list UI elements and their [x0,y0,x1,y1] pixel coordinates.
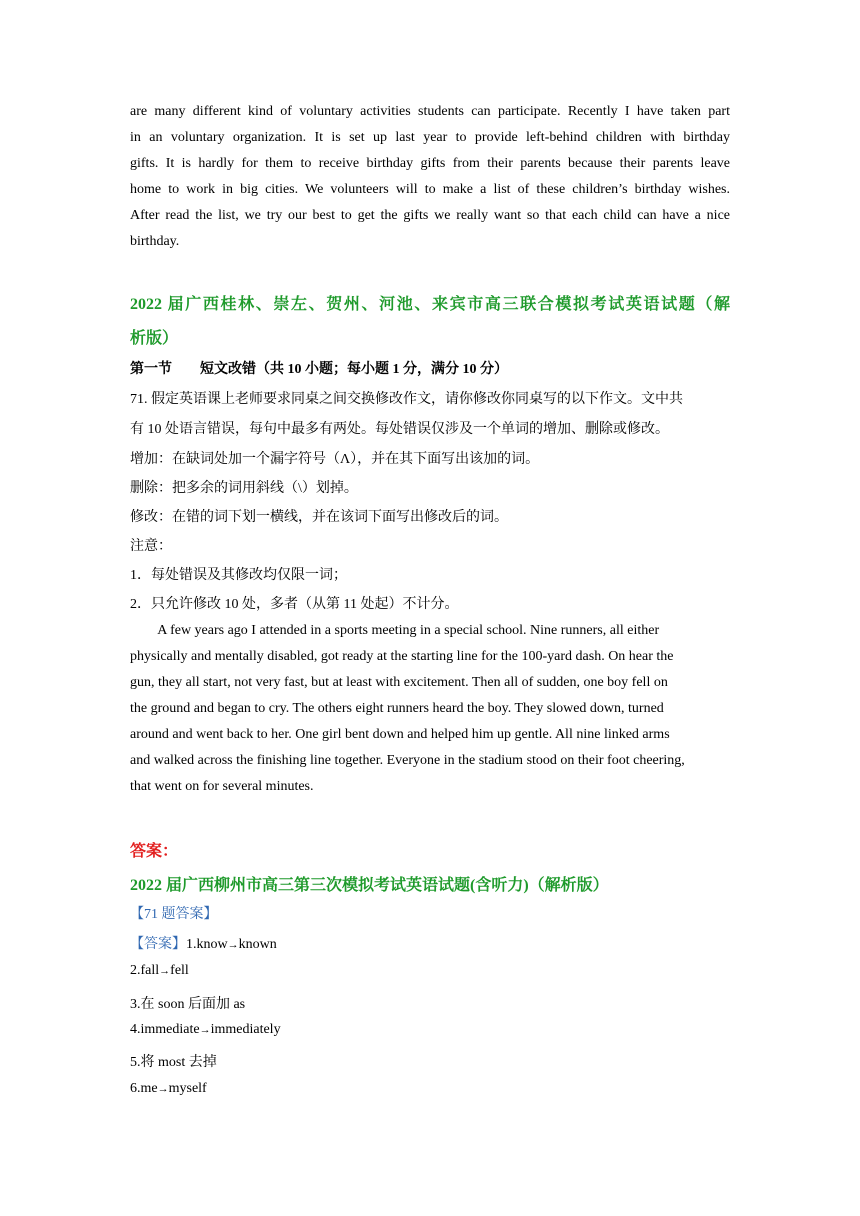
passage-line: are many different kind of voluntary activities students can participate. Recently I have taken part [130,104,730,119]
answer-item [130,963,189,979]
instruction-line: 2．只允许修改 10 处，多者（从第 11 处起）不计分。 [130,597,459,612]
passage-line: in an voluntary organization. It is set up last year to provide left-behind children with birthday [130,130,730,145]
essay-line: physically and mentally disabled, got ready at the starting line for the 100-yard dash. On hear the [130,649,674,664]
section-subheading: 第一节 短文改错（共 10 小题；每小题 1 分，满分 10 分） [130,362,508,377]
instruction-line: 有 10 处语言错误，每句中最多有两处。每处错误仅涉及一个单词的增加、删除或修改。 [130,422,669,437]
essay-line: gun, they all start, not very fast, but at least with excitement. Then all of sudden, one boy fell on [130,675,668,690]
instruction-line: 修改：在错的词下划一横线，并在该词下面写出修改后的词。 [130,510,508,525]
answer-item [130,933,277,953]
instruction-line: 71. 假定英语课上老师要求同桌之间交换修改作文，请你修改你同桌写的以下作文。文中共 [130,392,683,407]
answer-source-title: 2022 届广西柳州市高三第三次模拟考试英语试题(含听力)（解析版） [130,877,609,894]
passage-line: gifts. It is hardly for them to receive birthday gifts from their parents because their parents leave [130,156,730,171]
essay-line: that went on for several minutes. [130,779,314,794]
answer-item-pre: 4.immediate [130,1022,200,1037]
answer-item-pre: 2.fall [130,963,160,978]
instruction-line: 删除：把多余的词用斜线（\）划掉。 [130,481,358,496]
answer-label: 答案： [130,843,179,860]
arrow-icon: → [199,1024,211,1036]
question-tag: 【71 题答案】 [130,907,218,922]
answer-item-post: known [238,937,277,952]
answer-item [130,993,245,1013]
arrow-icon: → [227,939,239,951]
answer-item-pre: 6.me [130,1081,158,1096]
answer-tag: 【答案】 [130,937,186,952]
passage-line: After read the list, we try our best to get the gifts we really want so that each child can have a nice [130,208,730,223]
arrow-icon: → [159,965,171,977]
section-title-cont: 析版） [130,330,179,347]
passage-line: home to work in big cities. We volunteers will to make a list of these children’s birthday wishes. [130,182,730,197]
essay-line: and walked across the finishing line together. Everyone in the stadium stood on their foot cheering, [130,753,685,768]
instruction-line: 增加：在缺词处加一个漏字符号（Λ），并在其下面写出该加的词。 [130,452,540,467]
essay-line: A few years ago I attended in a sports meeting in a special school. Nine runners, all either [130,623,660,638]
essay-line: around and went back to her. One girl bent down and helped him up gentle. All nine linked arms [130,727,670,742]
answer-item-post: immediately [210,1022,281,1037]
instruction-line: 注意： [130,539,172,554]
answer-item-pre: 5.将 most 去掉 [130,1055,217,1070]
section-title: 2022 届广西桂林、崇左、贺州、河池、来宾市高三联合模拟考试英语试题（解 [130,296,730,313]
answer-item [130,1051,217,1071]
answer-item-pre: 1.know [186,937,228,952]
answer-item-pre: 3.在 soon 后面加 as [130,997,246,1012]
passage-line: birthday. [130,234,180,249]
answer-item [130,1022,281,1038]
answer-item-post: myself [168,1081,207,1096]
instruction-line: 1．每处错误及其修改均仅限一词； [130,568,347,583]
answer-item-post: fell [170,963,189,978]
answer-item [130,1081,207,1097]
arrow-icon: → [157,1083,169,1095]
essay-line: the ground and began to cry. The others eight runners heard the boy. They slowed down, turned [130,701,664,716]
